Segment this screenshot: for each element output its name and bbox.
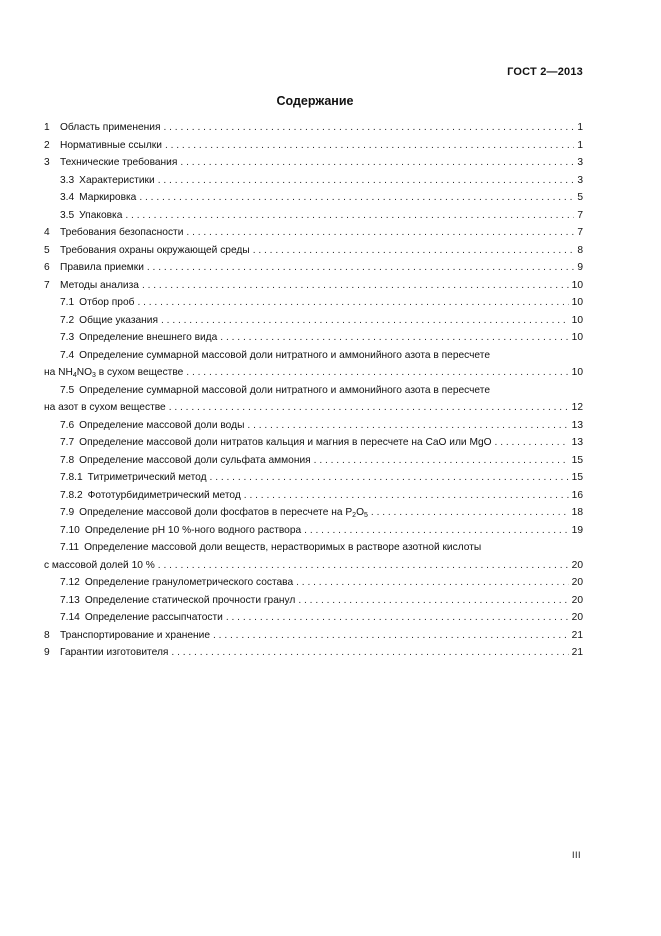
leader-dots: [142, 277, 569, 295]
toc-number: 7.10: [60, 524, 80, 536]
toc-page: 15: [571, 472, 583, 483]
toc-page: 20: [571, 577, 583, 588]
toc-page: 10: [571, 297, 583, 308]
toc-page: 10: [571, 314, 583, 326]
toc-page: 21: [571, 629, 583, 641]
toc-entry-7-8[interactable]: [44, 452, 583, 470]
toc-text: Определение массовой доли сульфата аммония: [79, 454, 311, 466]
toc-entry-3[interactable]: [44, 154, 583, 172]
toc-number: 7.8: [60, 454, 75, 466]
toc-text: Гарантии изготовителя: [60, 647, 169, 658]
toc-entry-7-9[interactable]: [44, 504, 583, 522]
toc-page: 10: [571, 332, 583, 343]
toc-text: Маркировка: [79, 192, 137, 203]
toc-page: 20: [571, 612, 583, 623]
leader-dots: [371, 504, 569, 522]
toc-text: Определение pH 10 %-ного водного раствора: [84, 524, 302, 536]
toc-entry-6[interactable]: [44, 259, 583, 277]
toc-number: 7.3: [60, 332, 75, 343]
toc-page: 20: [571, 559, 583, 571]
toc-entry-7-4[interactable]: [44, 347, 583, 382]
toc-number: 7.8.1: [60, 472, 83, 483]
toc-page: 13: [571, 419, 583, 431]
toc-text: Нормативные ссылки: [60, 139, 162, 151]
leader-dots: [213, 627, 569, 645]
toc-page: 8: [577, 244, 583, 256]
toc-entry-7[interactable]: [44, 277, 583, 295]
toc-page: 18: [571, 507, 583, 518]
toc-entry-4[interactable]: [44, 224, 583, 242]
page-title: Содержание: [276, 94, 354, 108]
toc-number: 3: [44, 157, 50, 168]
toc-entry-7-2[interactable]: [44, 312, 583, 330]
toc-page: 10: [571, 279, 583, 291]
toc-page: 19: [571, 524, 583, 536]
toc-text: Фототурбидиметрический метод: [87, 489, 241, 501]
toc-entry-7-8-2[interactable]: [44, 487, 583, 505]
toc-text: Общие указания: [79, 314, 158, 326]
toc-text: Определение массовой доли веществ, нерастворимых в растворе азотной кислоты: [84, 542, 482, 553]
toc-number: 1: [44, 122, 50, 133]
toc-number: 7.12: [60, 577, 80, 588]
leader-dots: [314, 452, 569, 470]
toc-number: 7.11: [60, 542, 80, 553]
toc-text: Титриметрический метод: [87, 472, 207, 483]
toc-text: Упаковка: [79, 209, 123, 221]
leader-dots: [296, 574, 569, 592]
toc-number: 4: [44, 227, 50, 238]
toc-number: 3.4: [60, 192, 75, 203]
toc-entry-7-5[interactable]: [44, 382, 583, 417]
toc-entry-7-11[interactable]: [44, 539, 583, 574]
leader-dots: [161, 312, 569, 330]
toc-page: 13: [571, 437, 583, 448]
toc-entry-3-4[interactable]: [44, 189, 583, 207]
toc-entry-3-5[interactable]: [44, 207, 583, 225]
toc-page: 16: [571, 489, 583, 501]
toc-number: 7.4: [60, 349, 75, 361]
toc-text: Определение массовой доли фосфатов в пересчете на $P_2O_5$: [79, 507, 368, 519]
leader-dots: [186, 364, 568, 382]
toc-entry-5[interactable]: [44, 242, 583, 260]
toc-entry-7-6[interactable]: [44, 417, 583, 435]
toc-text: Правила приемки: [60, 262, 144, 273]
toc-entry-7-12[interactable]: [44, 574, 583, 592]
toc-page: 3: [577, 174, 583, 186]
leader-dots: [220, 329, 568, 347]
leader-dots: [158, 557, 569, 575]
toc-number: 7.6: [60, 419, 75, 431]
leader-dots: [495, 434, 569, 452]
toc-number: 7.7: [60, 437, 75, 448]
toc-number: 7.8.2: [60, 489, 83, 501]
toc-text: Определение рассыпчатости: [84, 612, 223, 623]
toc-number: 7: [44, 279, 50, 291]
toc-text-continued: с массовой долей 10 %: [44, 559, 155, 571]
toc-page: 15: [571, 454, 583, 466]
leader-dots: [244, 487, 569, 505]
leader-dots: [158, 172, 575, 190]
toc-page: 21: [571, 647, 583, 658]
toc-text: Определение внешнего вида: [79, 332, 218, 343]
toc-entry-9[interactable]: [44, 644, 583, 662]
toc-text: Область применения: [60, 122, 161, 133]
toc-page: 1: [577, 139, 583, 151]
toc-page: 5: [577, 192, 583, 203]
leader-dots: [298, 592, 568, 610]
toc-entry-7-13[interactable]: [44, 592, 583, 610]
toc-page: 12: [571, 402, 583, 413]
toc-entry-7-1[interactable]: [44, 294, 583, 312]
toc-entry-2[interactable]: [44, 137, 583, 155]
toc-entry-7-14[interactable]: [44, 609, 583, 627]
toc-text: Определение статической прочности гранул: [84, 594, 296, 606]
leader-dots: [304, 522, 568, 540]
toc-page: 20: [571, 594, 583, 606]
toc-text: Определение массовой доли воды: [79, 419, 245, 431]
toc-text: Определение массовой доли нитратов кальция и магния в пересчете на CaO или MgO: [79, 437, 492, 448]
toc-page: 9: [577, 262, 583, 273]
toc-number: 7.13: [60, 594, 80, 606]
toc-number: 7.2: [60, 314, 75, 326]
toc-number: 7.14: [60, 612, 80, 623]
toc-number: 7.1: [60, 297, 75, 308]
document-header-code: ГОСТ 2—2013: [507, 66, 583, 78]
toc-text: Транспортирование и хранение: [60, 629, 211, 641]
toc-number: 3.3: [60, 174, 75, 186]
toc-text: Определение суммарной массовой доли нитратного и аммонийного азота в пересчете: [79, 384, 490, 396]
toc-page: 1: [577, 122, 583, 133]
leader-dots: [139, 189, 574, 207]
leader-dots: [125, 207, 574, 225]
toc-text: Определение гранулометрического состава: [84, 577, 294, 588]
leader-dots: [169, 399, 569, 417]
toc-entry-1[interactable]: [44, 119, 583, 137]
leader-dots: [137, 294, 568, 312]
page-number: III: [571, 850, 581, 860]
toc-text: Методы анализа: [60, 279, 139, 291]
toc-text: Требования безопасности: [60, 227, 184, 238]
toc-number: 9: [44, 647, 50, 658]
leader-dots: [226, 609, 569, 627]
toc-text-continued: на $NH_4NO_3$ в сухом веществе: [44, 367, 184, 379]
toc-number: 3.5: [60, 209, 75, 221]
toc-text: Технические требования: [60, 157, 178, 168]
toc-number: 5: [44, 244, 50, 256]
leader-dots: [247, 417, 568, 435]
leader-dots: [253, 242, 575, 260]
toc-number: 8: [44, 629, 50, 641]
toc-page: 7: [577, 209, 583, 221]
toc-number: 7.5: [60, 384, 75, 396]
toc-number: 6: [44, 262, 50, 273]
leader-dots: [171, 644, 568, 662]
toc-text: Характеристики: [79, 174, 155, 186]
toc-entry-7-10[interactable]: [44, 522, 583, 540]
leader-dots: [165, 137, 574, 155]
leader-dots: [210, 469, 569, 487]
leader-dots: [186, 224, 574, 242]
toc-text: Отбор проб: [79, 297, 135, 308]
toc-text: Определение суммарной массовой доли нитратного и аммонийного азота в пересчете: [79, 349, 490, 361]
toc-entry-7-8-1[interactable]: [44, 469, 583, 487]
toc-page: 7: [577, 227, 583, 238]
toc-text-continued: на азот в сухом веществе: [44, 402, 166, 413]
toc-entry-8[interactable]: [44, 627, 583, 645]
leader-dots: [163, 119, 574, 137]
toc-page: 10: [571, 367, 583, 378]
toc-entry-3-3[interactable]: [44, 172, 583, 190]
toc-number: 7.9: [60, 507, 75, 518]
toc-entry-7-7[interactable]: [44, 434, 583, 452]
leader-dots: [180, 154, 574, 172]
leader-dots: [147, 259, 574, 277]
toc-page: 3: [577, 157, 583, 168]
toc-text: Требования охраны окружающей среды: [60, 244, 250, 256]
toc-number: 2: [44, 139, 50, 151]
toc-entry-7-3[interactable]: [44, 329, 583, 347]
table-of-contents: [44, 119, 583, 662]
